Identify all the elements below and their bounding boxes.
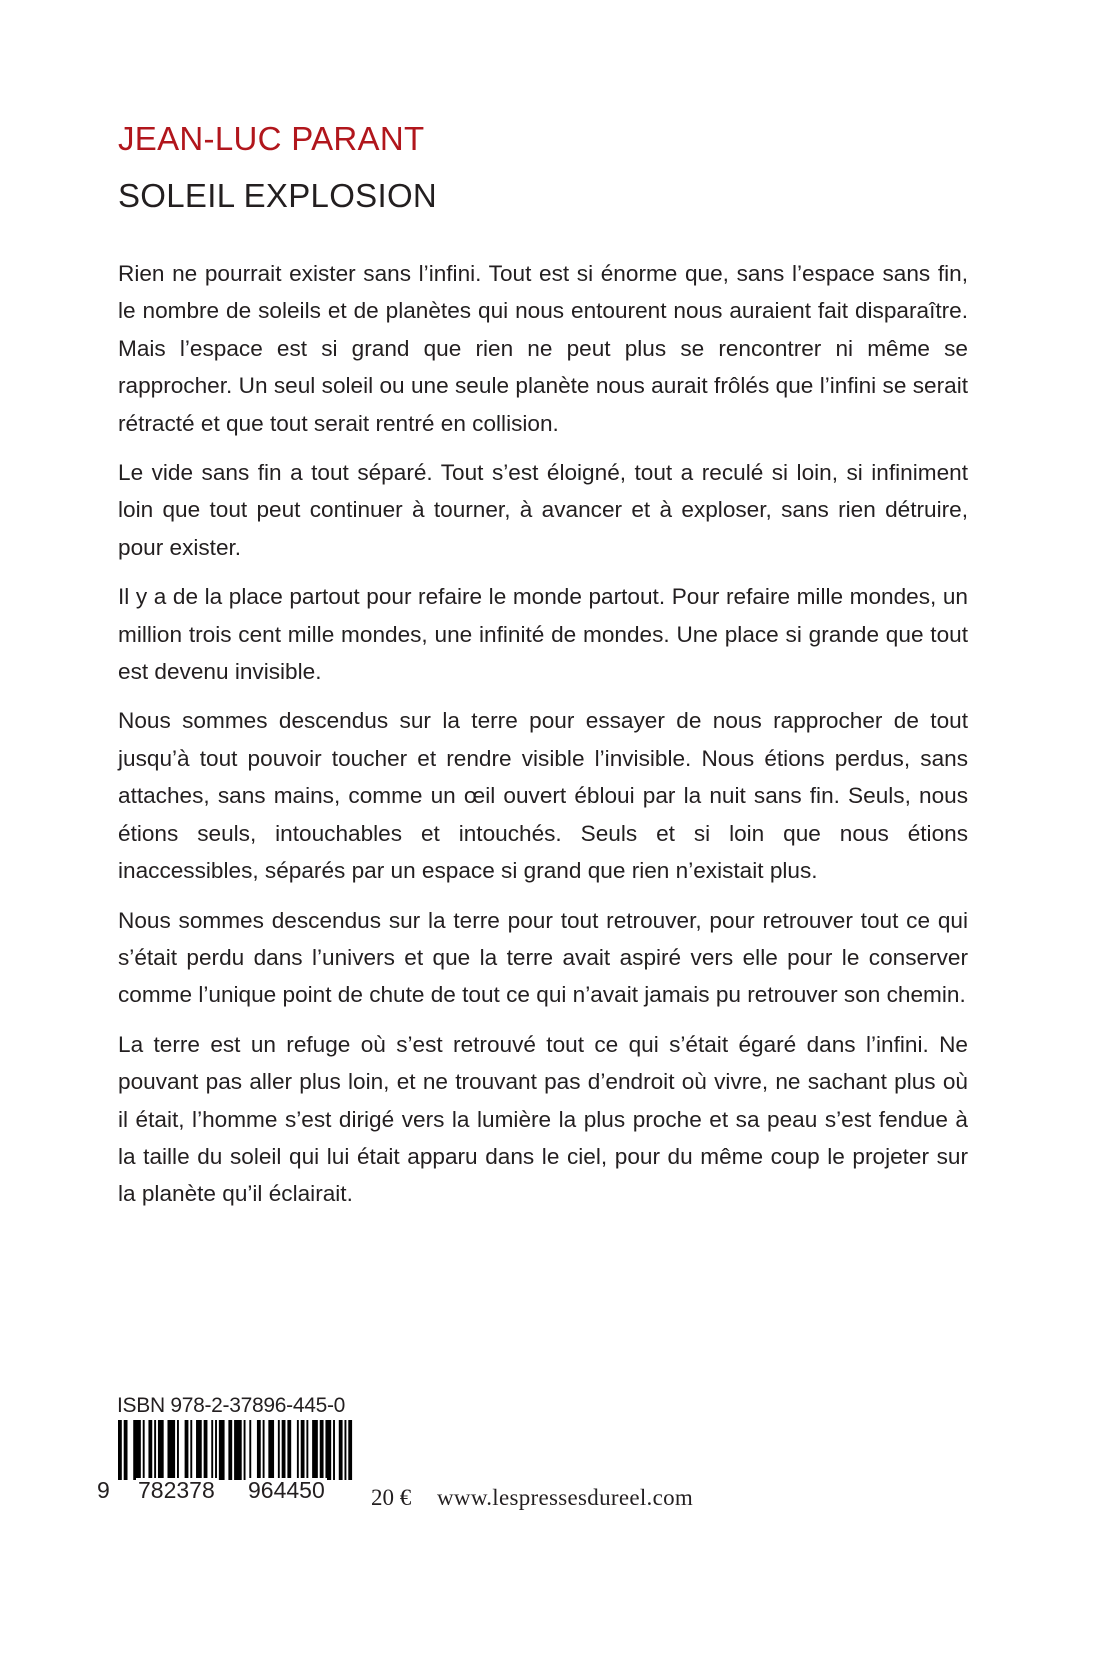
barcode-bar: [118, 1420, 122, 1480]
barcode-bar: [344, 1420, 346, 1480]
barcode-bar: [185, 1420, 189, 1480]
barcode-bar: [339, 1420, 343, 1480]
barcode-bar: [257, 1420, 261, 1480]
barcode-bar: [320, 1420, 324, 1480]
barcode-bar: [215, 1420, 217, 1480]
barcode-bar: [348, 1420, 352, 1480]
publisher-website[interactable]: www.lespressesdureel.com: [437, 1485, 694, 1510]
barcode-bar: [325, 1420, 331, 1480]
barcode-bar: [306, 1420, 308, 1480]
barcode-bar: [287, 1420, 291, 1480]
author-name: JEAN-LUC PARANT: [118, 120, 425, 157]
barcode-bar: [167, 1420, 175, 1480]
back-cover-text: [118, 255, 968, 1225]
barcode-bar: [204, 1420, 208, 1480]
barcode-bar: [148, 1420, 152, 1480]
barcode-bar: [234, 1420, 242, 1480]
barcode-digits-left: 782378: [138, 1477, 215, 1503]
barcode-bar: [244, 1420, 246, 1480]
barcode-bar: [278, 1420, 280, 1480]
paragraph: Nous sommes descendus sur la terre pour tout retrouver, pour retrouver tout ce qui s’était perdu dans l’univers et que la terre avait aspiré vers elle pour le conserver comme l’unique point de chute de tout ce qui n’avait jamais pu retrouver son chemin.: [118, 907, 968, 1008]
barcode-bar: [301, 1420, 305, 1480]
paragraph: Rien ne pourrait exister sans l’infini. Tout est si énorme que, sans l’espace sans fin, le nombre de soleils et de planètes qui nous entourent nous auraient fait disparaître. Mais l’espace est si grand que rien ne peut plus se rencontrer ni même se rapprocher. Un seul soleil ou une seule planète nous aurait frôlés que l’infini se serait rétracté et que tout serait rentré en collision.: [118, 261, 968, 436]
barcode-bar: [249, 1420, 251, 1480]
barcode-digits-right: 964450: [248, 1477, 325, 1503]
paragraph: Nous sommes descendus sur la terre pour essayer de nous rapprocher de tout jusqu’à tout pouvoir toucher et rendre visible l’invisible. Nous étions perdus, sans attaches, sans mains, comme un œil ouvert ébloui par la nuit sans fin. Seuls, nous étions seuls, intouchables et intouchés. Seuls et si loin que nous étions inaccessibles, séparés par un espace si grand que rien n’existait plus.: [118, 708, 968, 884]
barcode-digit-prefix: 9: [97, 1477, 110, 1503]
barcode-bar: [282, 1420, 286, 1480]
barcode-bar: [158, 1420, 164, 1480]
barcode-bar: [263, 1420, 265, 1480]
barcode-bar: [190, 1420, 192, 1480]
barcode-bar: [333, 1420, 335, 1480]
barcode-bar: [268, 1420, 274, 1480]
isbn-label: ISBN 978-2-37896-445-0: [117, 1394, 346, 1417]
barcode-bar: [154, 1420, 156, 1480]
paragraph: La terre est un refuge où s’est retrouvé tout ce qui s’était égaré dans l’infini. Ne pouvant pas aller plus loin, et ne trouvant pas d’endroit où vivre, ne sachant plus où il était, l’homme s’est dirigé vers la lumière la plus proche et sa peau s’est fendue à la taille du soleil qui lui était apparu dans le ciel, pour du même coup le projeter sur la planète qu’il éclairait.: [118, 1031, 968, 1207]
barcode-bar: [211, 1420, 213, 1480]
barcode-bar: [196, 1420, 202, 1480]
barcode-bar: [219, 1420, 225, 1480]
barcode-bar: [133, 1420, 141, 1480]
book-title: SOLEIL EXPLOSION: [118, 177, 438, 214]
paragraph: Il y a de la place partout pour refaire le monde partout. Pour refaire mille mondes, un million trois cent mille mondes, une infinité de mondes. Une place si grande que tout est devenu invisible.: [118, 584, 968, 685]
paragraph: Le vide sans fin a tout séparé. Tout s’est éloigné, tout a reculé si loin, si infiniment loin que tout peut continuer à tourner, à avancer et à exploser, sans rien détruire, pour exister.: [118, 460, 968, 560]
barcode-bar: [312, 1420, 318, 1480]
barcode: [118, 1420, 354, 1480]
barcode-bar: [228, 1420, 232, 1480]
price: 20 €: [371, 1485, 412, 1510]
barcode-bar: [177, 1420, 179, 1480]
barcode-bar: [124, 1420, 128, 1480]
barcode-bar: [297, 1420, 299, 1480]
barcode-bar: [143, 1420, 145, 1480]
